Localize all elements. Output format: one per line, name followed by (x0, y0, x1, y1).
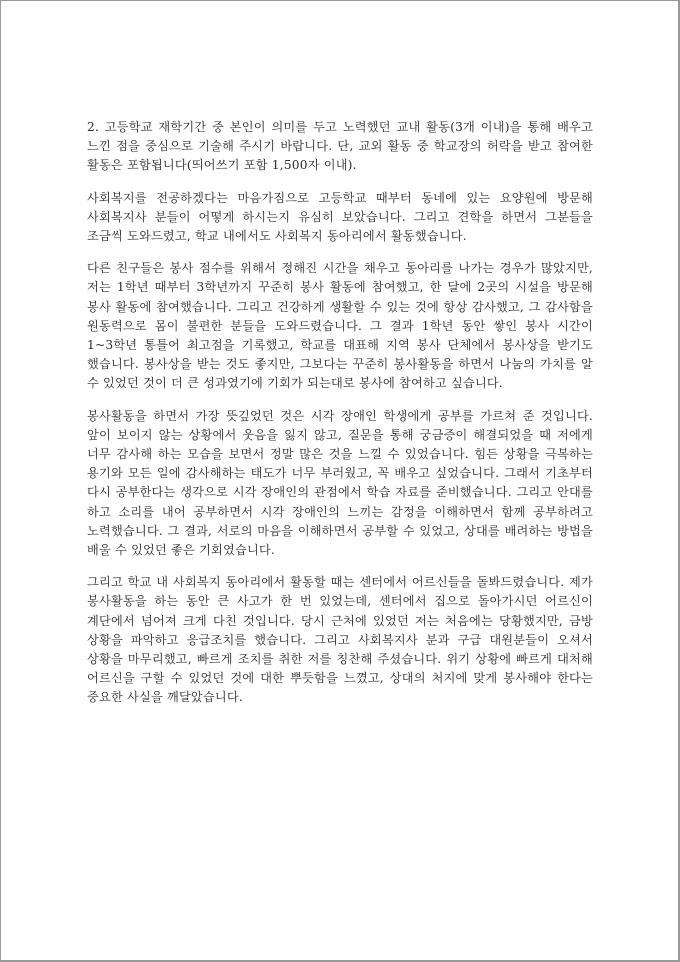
answer-paragraph-2: 다른 친구들은 봉사 점수를 위해서 정해진 시간을 채우고 동아리를 나가는 경우가 많았지만, 저는 1학년 때부터 3학년까지 꾸준히 봉사 활동에 참여했고, 한 달에 2곳의 시설을 방문해 봉사 활동에 참여했습니다. 그리고 건강하게 생활할 수 있는 것에 항상 감사했고, 그 감사함을 원동력으로 몸이 불편한 분들을 도와드렸습니다. 그 결과 1학년 동안 쌓인 봉사 시간이 1~3학년 통틀어 최고점을 기록했고, 학교를 대표해 지역 봉사 단체에서 봉사상을 받기도 했습니다. 봉사상을 받는 것도 좋지만, 그보다는 꾸준히 봉사활동을 하면서 나눔의 가치를 알 수 있었던 것이 더 큰 성과였기에 기회가 되는대로 봉사에 참여하고 싶습니다. (87, 261, 593, 391)
answer-paragraph-1: 사회복지를 전공하겠다는 마음가짐으로 고등학교 때부터 동네에 있는 요양원에 방문해 사회복지사 분들이 어떻게 하시는지 유심히 보았습니다. 그리고 견학을 하면서 그분들을 조금씩 도와드렸고, 학교 내에서도 사회복지 동아리에서 활동했습니다. (87, 190, 593, 244)
answer-paragraph-4: 그리고 학교 내 사회복지 동아리에서 활동할 때는 센터에서 어르신들을 돌봐드렸습니다. 제가 봉사활동을 하는 동안 큰 사고가 한 번 있었는데, 센터에서 집으로 돌아가시던 어르신이 계단에서 넘어져 크게 다친 것입니다. 당시 근처에 있었던 저는 처음에는 당황했지만, 금방 상황을 파악하고 응급조치를 했습니다. 그리고 사회복지사 분과 구급 대원분들이 오셔서 상황을 마무리했고, 빠르게 조치를 취한 저를 칭찬해 주셨습니다. 위기 상황에 빠르게 대처해 어르신을 구할 수 있었던 것에 대한 뿌듯함을 느꼈고, 상대의 처지에 맞게 봉사해야 한다는 중요한 사실을 깨달았습니다. (87, 575, 593, 705)
document-body (87, 118, 593, 721)
answer-paragraph-3: 봉사활동을 하면서 가장 뜻깊었던 것은 시각 장애인 학생에게 공부를 가르쳐 준 것입니다. 앞이 보이지 않는 상황에서 웃음을 잃지 않고, 질문을 통해 궁금증이 해결되었을 때 저에게 너무 감사해 하는 모습을 보면서 정말 많은 것을 느낄 수 있었습니다. 힘든 상황을 극복하는 용기와 모든 일에 감사해하는 태도가 너무 부러웠고, 꼭 배우고 싶었습니다. 그래서 기초부터 다시 공부한다는 생각으로 시각 장애인의 관점에서 학습 자료를 준비했습니다. 그리고 안대를 하고 소리를 내어 공부하면서 시각 장애인의 느끼는 감정을 이해하면서 함께 공부하려고 노력했습니다. 그 결과, 서로의 마음을 이해하면서 공부할 수 있었고, 상대를 배려하는 방법을 배울 수 있었던 좋은 기회였습니다. (87, 408, 593, 558)
essay-question: 2. 고등학교 재학기간 중 본인이 의미를 두고 노력했던 교내 활동(3개 이내)을 통해 배우고 느낀 점을 중심으로 기술해 주시기 바랍니다. 단, 교외 활동 중 학교장의 허락을 받고 참여한 활동은 포함됩니다(띄어쓰기 포함 1,500자 이내). (87, 120, 593, 173)
